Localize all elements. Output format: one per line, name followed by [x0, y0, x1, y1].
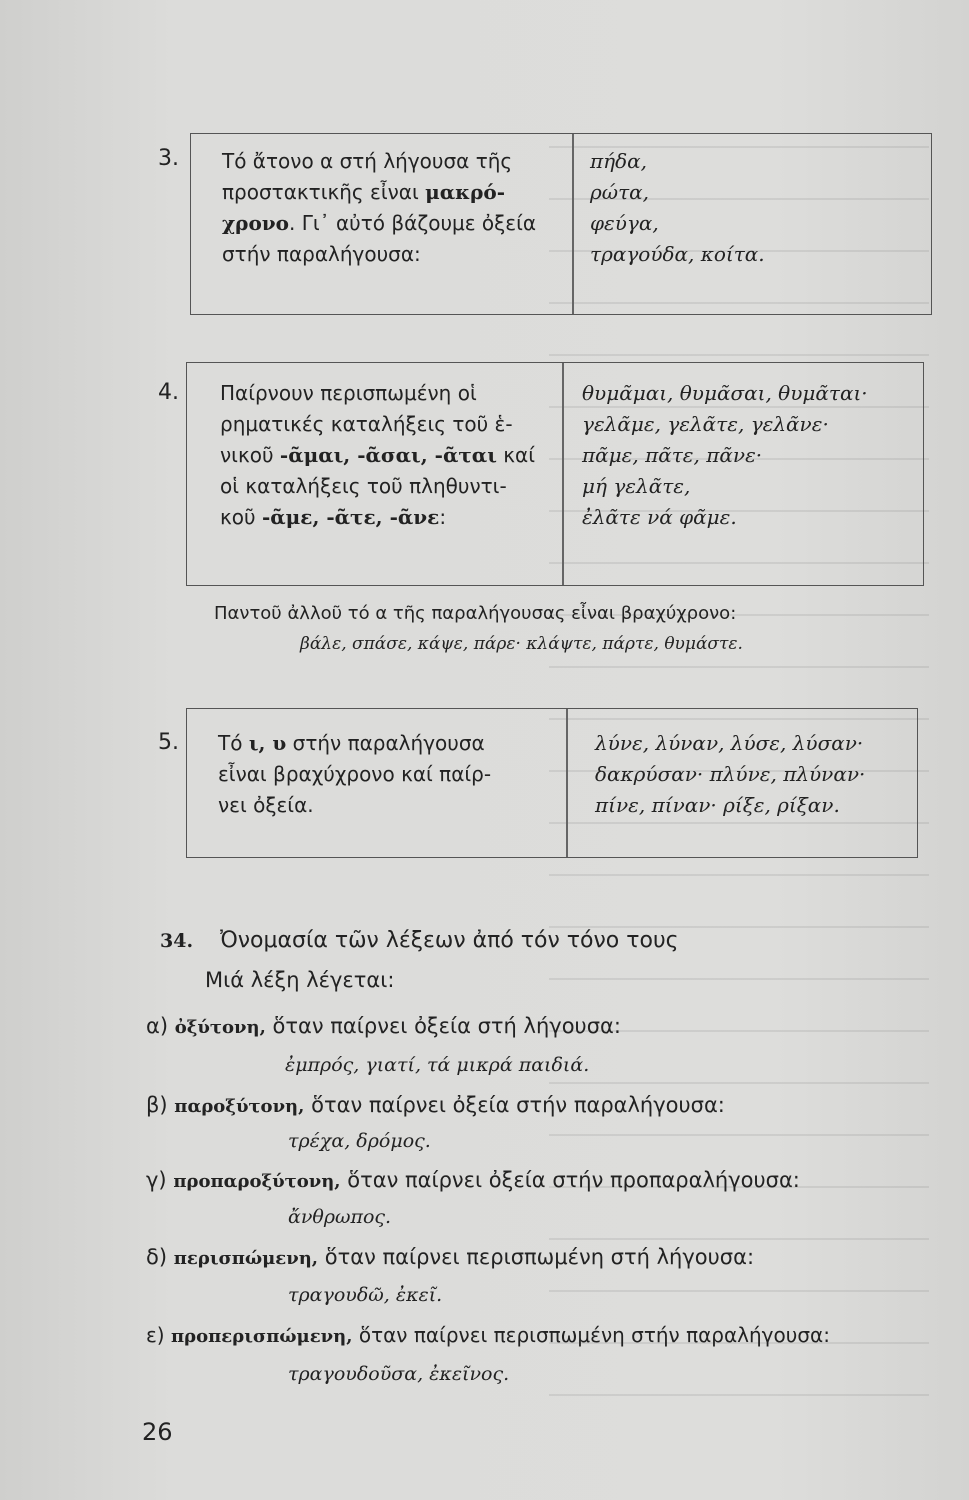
rule-text: Τό ἄτονο α στή λήγουσα τῆς προστακτικῆς εἶναι μακρό- χρονο. Γι᾽ αὐτό βάζουμε ὀξεία στήν παραλήγουσα:: [222, 149, 537, 266]
column-divider: [572, 134, 574, 314]
section-number: 34.: [160, 930, 194, 952]
list-item: β) παροξύτονη, ὅταν παίρνει ὀξεία στήν παραλήγουσα:: [146, 1093, 725, 1117]
rule-text: Παίρνουν περισπωμένη οἱ ρηματικές καταλήξεις τοῦ ἑ- νικοῦ -ᾶμαι, -ᾶσαι, -ᾶται καί οἱ καταλήξεις τοῦ πληθυντι- κοῦ -ᾶμε, -ᾶτε, -ᾶνε:: [220, 381, 535, 529]
list-item-examples: τραγουδῶ, ἐκεῖ.: [288, 1284, 443, 1306]
rule-examples: λύνε, λύναν, λύσε, λύσαν· δακρύσαν· πλύνε, πλύναν· πίνε, πίναν· ρίξε, ρίξαν.: [595, 731, 866, 817]
list-item: δ) περισπώμενη, ὅταν παίρνει περισπωμένη στή λήγουσα:: [146, 1245, 755, 1269]
list-item: γ) προπαροξύτονη, ὅταν παίρνει ὀξεία στήν προπαραλήγουσα:: [146, 1168, 800, 1192]
rule-number: 3.: [158, 146, 179, 171]
column-divider: [566, 709, 568, 857]
section-intro: Μιά λέξη λέγεται:: [205, 968, 395, 992]
list-item: α) ὀξύτονη, ὅταν παίρνει ὀξεία στή λήγουσα:: [146, 1014, 621, 1038]
rule-examples: θυμᾶμαι, θυμᾶσαι, θυμᾶται· γελᾶμε, γελᾶτε, γελᾶνε· πᾶμε, πᾶτε, πᾶνε· μή γελᾶτε, ἐλᾶτε νά φᾶμε.: [582, 381, 868, 529]
list-item-examples: ἐμπρός, γιατί, τά μικρά παιδιά.: [285, 1054, 590, 1076]
rule-number: 5.: [158, 730, 179, 755]
section-title: 34. Ὀνομασία τῶν λέξεων ἀπό τόν τόνο τους: [160, 928, 679, 953]
note-examples: βάλε, σπάσε, κάψε, πάρε· κλάψτε, πάρτε, θυμάστε.: [300, 634, 743, 654]
list-item-examples: τραγουδοῦσα, ἐκεῖνος.: [288, 1363, 510, 1385]
page-number: 26: [142, 1418, 173, 1446]
rule-examples: πήδα, ρώτα, φεύγα, τραγούδα, κοίτα.: [590, 149, 765, 266]
rule-text: Τό ι, υ στήν παραλήγουσα εἶναι βραχύχρονο καί παίρ- νει ὀξεία.: [218, 731, 492, 817]
list-item-examples: τρέχα, δρόμος.: [288, 1130, 431, 1152]
rule-number: 4.: [158, 380, 179, 405]
list-item: ε) προπερισπώμενη, ὅταν παίρνει περισπωμένη στήν παραλήγουσα:: [146, 1323, 830, 1347]
column-divider: [562, 363, 564, 585]
note-text: Παντοῦ ἀλλοῦ τό α τῆς παραλήγουσας εἶναι βραχύχρονο:: [214, 603, 737, 624]
list-item-examples: ἄνθρωπος.: [288, 1206, 392, 1228]
